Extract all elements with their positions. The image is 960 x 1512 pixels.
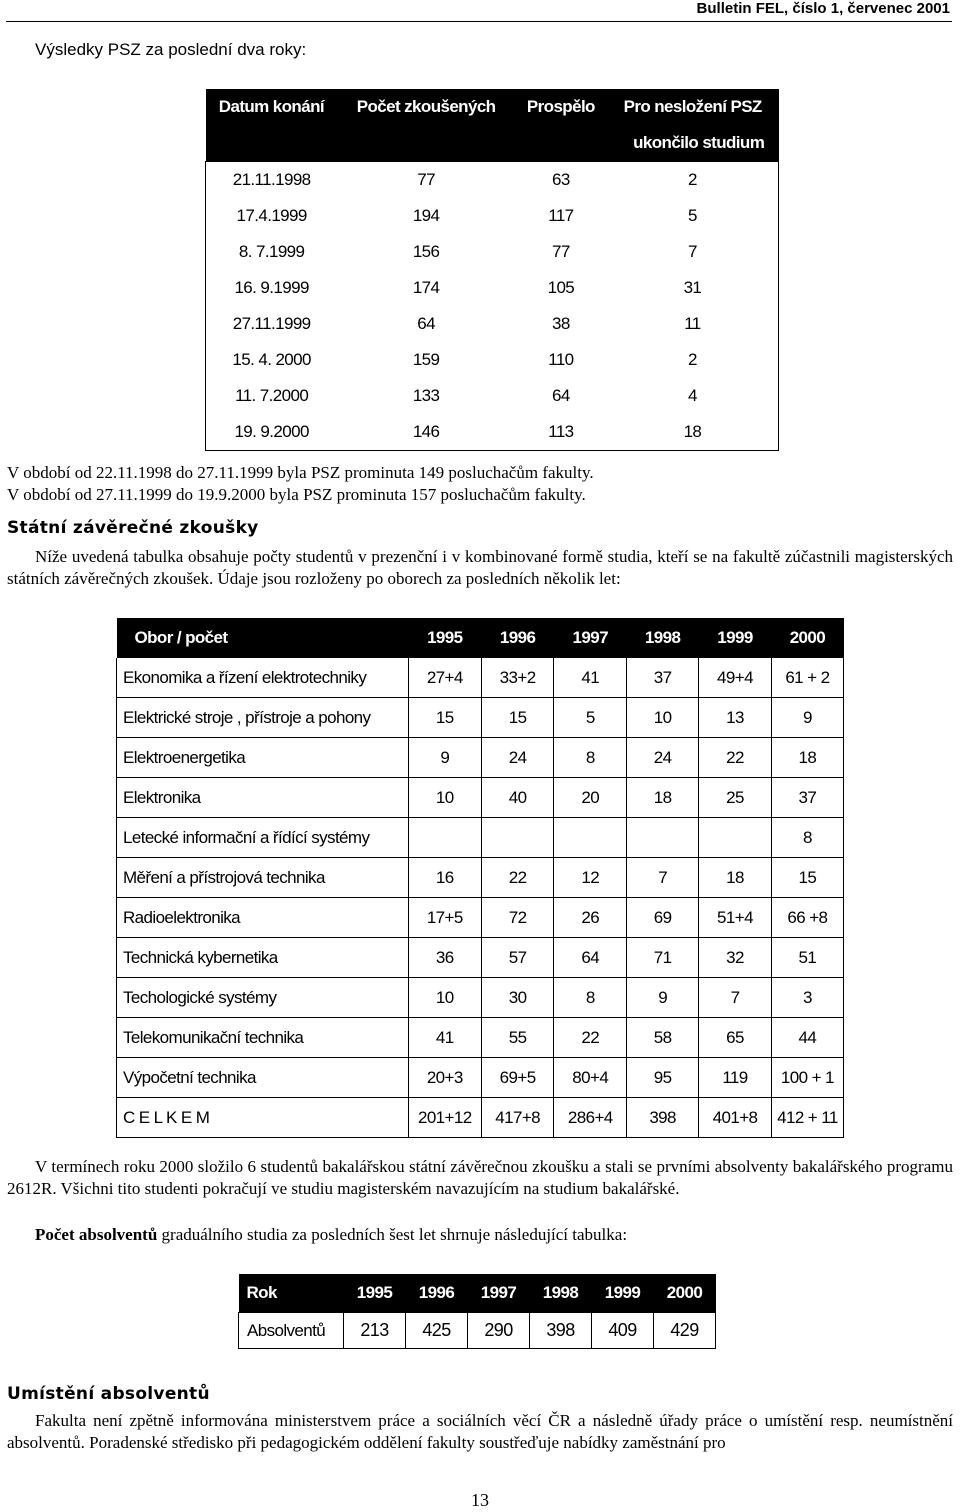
table-row: 16. 9.1999 174 105 31 bbox=[234, 278, 702, 297]
col-header-1995: 1995 bbox=[408, 618, 481, 658]
table-row: 21.11.1998 77 63 2 bbox=[232, 170, 697, 189]
graduates-table bbox=[238, 1274, 716, 1349]
col-header-1998: 1998 bbox=[627, 618, 699, 658]
col-header-1995: 1995 bbox=[344, 1274, 406, 1313]
col-header-obor: Obor / počet bbox=[117, 618, 409, 658]
col-header-1996: 1996 bbox=[481, 618, 554, 658]
graduates-intro-rest: graduálního studia za posledních šest let shrnuje následující tabulka: bbox=[157, 1225, 628, 1244]
section-text-szz: Níže uvedená tabulka obsahuje počty studentů v prezenční i v kombinované formě studia, kteří se na fakultě zúčastnili magisterských státních závěrečných zkoušek. Údaje jsou rozloženy po oborech za posledních několik let: bbox=[7, 547, 953, 588]
table-row: Elektronika 10 40 20 18 25 37 bbox=[117, 778, 844, 818]
psz-header-row-2 bbox=[206, 125, 779, 162]
col-header-1997: 1997 bbox=[554, 618, 627, 658]
col-header-1997: 1997 bbox=[468, 1274, 530, 1313]
col-header-1996: 1996 bbox=[406, 1274, 468, 1313]
table-row: Ekonomika a řízení elektrotechniky 27+4 33+2 41 37 49+4 61 + 2 bbox=[117, 658, 844, 698]
table-row: Technická kybernetika 36 57 64 71 32 51 bbox=[117, 938, 844, 978]
table-row: 11. 7.2000 133 64 4 bbox=[235, 386, 697, 405]
bachelor-paragraph: V termínech roku 2000 složilo 6 studentů bakalářskou státní závěrečnou zkoušku a stali se prvními absolventy bakalářského programu 2612R. Všichni tito studenti pokračují ve studiu magisterském navazujícím na studium bakalářské. bbox=[7, 1157, 953, 1198]
table-row: Letecké informační a řídící systémy 8 bbox=[117, 818, 844, 858]
period-line-1: V období od 22.11.1998 do 27.11.1999 byla PSZ prominuta 149 posluchačům fakulty. bbox=[7, 463, 594, 482]
psz-results-table bbox=[205, 89, 779, 451]
section-heading-szz: Státní závěrečné zkoušky bbox=[7, 518, 259, 538]
intro-text: Výsledky PSZ za poslední dva roky: bbox=[35, 40, 307, 59]
col-header-datum: Datum konání bbox=[218, 97, 324, 116]
table-row-total: C E L K E M 201+12 417+8 286+4 398 401+8 412 + 11 bbox=[117, 1098, 844, 1138]
table-row: 19. 9.2000 146 113 18 bbox=[234, 422, 702, 441]
table-row: Telekomunikační technika 41 55 22 58 65 44 bbox=[117, 1018, 844, 1058]
col-header-1999: 1999 bbox=[592, 1274, 654, 1313]
table-row: Výpočetní technika 20+3 69+5 80+4 95 119 100 + 1 bbox=[117, 1058, 844, 1098]
obor-header-row bbox=[117, 618, 844, 658]
graduates-header-row bbox=[239, 1274, 716, 1313]
graduates-intro bbox=[35, 1224, 627, 1246]
col-header-neslozeni-line2: ukončilo studium bbox=[633, 133, 765, 152]
table-row: Absolventů 213 425 290 398 409 429 bbox=[239, 1313, 716, 1349]
table-row: 17.4.1999 194 117 5 bbox=[236, 206, 697, 225]
table-row: 15. 4. 2000 159 110 2 bbox=[232, 350, 697, 369]
table-row: Měření a přístrojová technika 16 22 12 7 18 15 bbox=[117, 858, 844, 898]
col-header-2000: 2000 bbox=[654, 1274, 716, 1313]
col-header-2000: 2000 bbox=[771, 618, 843, 658]
section-heading-umisteni: Umístění absolventů bbox=[7, 1384, 210, 1404]
table-row: Techologické systémy 10 30 8 9 7 3 bbox=[117, 978, 844, 1018]
table-row: Elektrické stroje , přístroje a pohony 15 15 5 10 13 9 bbox=[117, 698, 844, 738]
page-number: 13 bbox=[471, 1490, 489, 1510]
table-row: 27.11.1999 64 38 11 bbox=[232, 314, 701, 333]
col-header-prospelo: Prospělo bbox=[526, 97, 595, 116]
period-line-2: V období od 27.11.1999 do 19.9.2000 byla PSZ prominuta 157 posluchačům fakulty. bbox=[7, 485, 586, 504]
header-rule bbox=[6, 21, 952, 22]
col-header-rok: Rok bbox=[239, 1274, 344, 1313]
col-header-1998: 1998 bbox=[530, 1274, 592, 1313]
table-row: Radioelektronika 17+5 72 26 69 51+4 66 +8 bbox=[117, 898, 844, 938]
col-header-pocet: Počet zkoušených bbox=[356, 97, 496, 116]
bulletin-header: Bulletin FEL, číslo 1, červenec 2001 bbox=[696, 0, 950, 17]
col-header-neslozeni: Pro nesložení PSZ bbox=[623, 97, 762, 116]
obor-table bbox=[116, 618, 844, 1138]
table-row: 8. 7.1999 156 77 7 bbox=[238, 242, 697, 261]
graduates-intro-bold: Počet absolventů bbox=[35, 1225, 158, 1244]
section-text-umisteni: Fakulta není zpětně informována ministerstvem práce a sociálních věcí ČR a následně úřady práce o umístění resp. neumístnění absolventů. Poradenské středisko při pedagogickém oddělení fakulty soustřeďuje nabídky zaměstnání pro bbox=[7, 1411, 953, 1452]
table-row: Elektroenergetika 9 24 8 24 22 18 bbox=[117, 738, 844, 778]
col-header-1999: 1999 bbox=[699, 618, 772, 658]
psz-header-row bbox=[206, 89, 779, 125]
